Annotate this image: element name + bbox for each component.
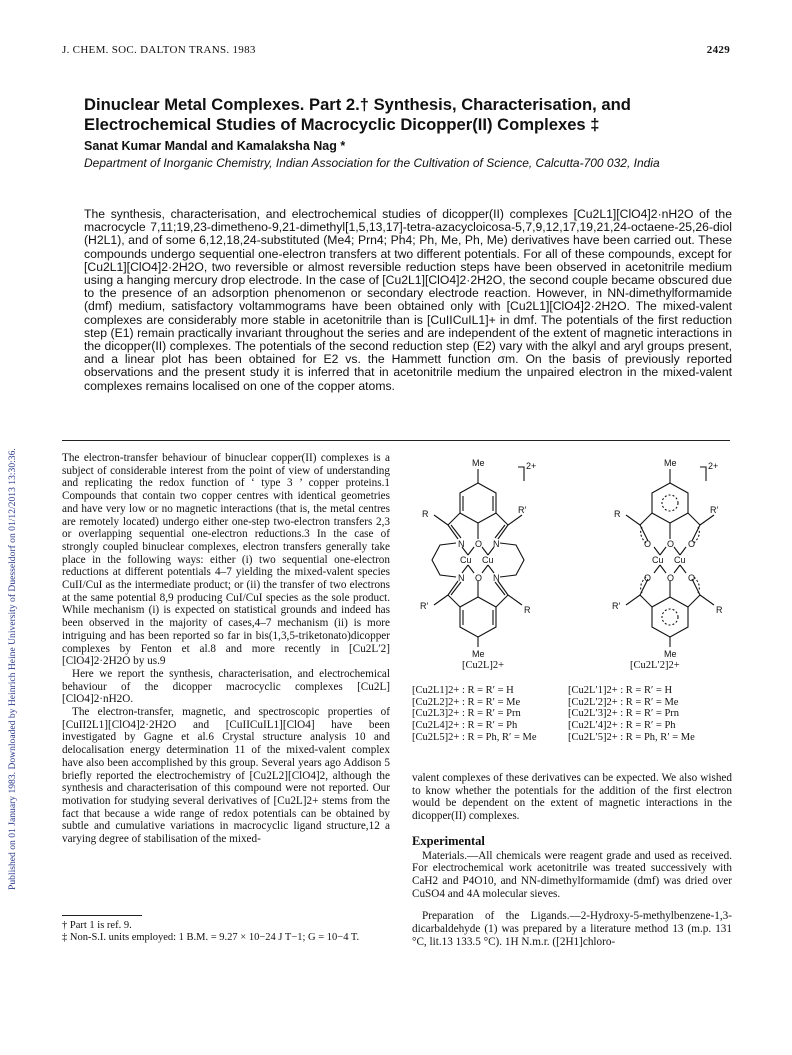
article-title: Dinuclear Metal Complexes. Part 2.† Synthesis, Characterisation, and Electrochemical Studies of Macrocyclic Dicopper(II) Complexes ‡ bbox=[84, 95, 631, 134]
methyl-label: Me bbox=[664, 458, 677, 468]
r-label: R bbox=[524, 605, 531, 615]
authors: Sanat Kumar Mandal and Kamalaksha Nag * bbox=[84, 139, 346, 153]
o-label: O bbox=[475, 573, 483, 583]
n-label: N bbox=[493, 573, 500, 583]
page-number: 2429 bbox=[706, 44, 730, 56]
paragraph: The electron-transfer, magnetic, and spectroscopic properties of [CuII2L1][ClO4]2·2H2O and [CuIICuIL1][ClO4] have been investigated by Gagne et al.6 Crystal structure analysis 10 and delocalisation energy determination 11 of the mixed-valent complex have also been accomplished by this group. Several years ago Addison 5 briefly reported the electrochemistry of [Cu2L2][ClO4]2, although the synthesis and characterisation of this compound were not reported. Our motivation for studying several derivatives of [Cu2L]2+ stems from the fact that because a wide range of redox potentials can be obtained by subtle and cumulative variations in macrocyclic ligand structure,12 a varying degree of stabilisation of the mixed- bbox=[62, 706, 390, 846]
r-prime-label: R′ bbox=[518, 505, 527, 515]
n-label: N bbox=[493, 539, 500, 549]
abstract: The synthesis, characterisation, and electrochemical studies of dicopper(II) complexes [Cu2L1][ClO4]2·nH2O of the macrocycle 7,11;19,23-dimetheno-9,21-dimethyl[1,5,13,17]-tetra-azacycloicosa-5,7,9,12,17,19,21,24-octaene-25,26-diol (H2L1), and of some 6,12,18,24-substituted (Me4; Prn4; Ph4; Ph, Me, Ph, Me) derivatives have been carried out. These compounds undergo sequential one-electron transfers at two different potentials. For all of these compounds, except for [Cu2L1][ClO4]2·2H2O, two reversible or almost reversible reduction steps have been observed in acetonitrile medium using a hanging mercury drop electrode. In the case of [Cu2L1][ClO4]2·2H2O, the second couple became obscured due to the presence of an adsorption phenomenon or secondary electrode reaction. However, in NN-dimethylformamide (dmf) medium, satisfactory voltammograms have been obtained only with [Cu2L1][ClO4]2·2H2O. The mixed-valent complexes are considerably more stable in acetonitrile than is [CuIICuIL1]+ in dmf. The potentials of the first reduction step (E1) remain practically invariant throughout the series and are independent of the extent of magnetic interactions in the dicopper(II) complexes. The potentials of the second reduction step (E2) vary with the alkyl and aryl groups present, and a linear plot has been obtained for E2 vs. the Hammett function σm. On the basis of previously reported observations and the present study it is inferred that in acetonitrile medium the unpaired electron in the mixed-valent complexes remains localised on one of the copper atoms. bbox=[84, 207, 732, 393]
footnotes bbox=[62, 920, 392, 944]
n-label: N bbox=[458, 539, 465, 549]
n-label: N bbox=[458, 573, 465, 583]
o-label: O bbox=[644, 573, 652, 583]
cu-label: Cu bbox=[674, 555, 686, 565]
charge-label: 2+ bbox=[526, 461, 537, 471]
o-label: O bbox=[644, 539, 652, 549]
r-label: R bbox=[422, 509, 429, 519]
affiliation: Department of Inorganic Chemistry, Indian Association for the Cultivation of Science, Calcutta-700 032, India bbox=[84, 156, 660, 170]
r-prime-label: R′ bbox=[612, 601, 621, 611]
r-prime-label: R′ bbox=[420, 601, 429, 611]
r-prime-label: R′ bbox=[710, 505, 719, 515]
body-column-left bbox=[62, 452, 390, 846]
abstract-divider bbox=[62, 440, 730, 441]
download-watermark: Published on 01 January 1983. Downloaded by Heinrich Heine University of Duesseldorf on 01/12/2013 13:30:36. bbox=[7, 448, 18, 890]
methyl-label: Me bbox=[472, 649, 485, 659]
cu-label: Cu bbox=[652, 555, 664, 565]
o-label: O bbox=[688, 573, 696, 583]
cu-label: Cu bbox=[482, 555, 494, 565]
left-structure-label: [Cu2L]2+ bbox=[462, 660, 505, 671]
journal-header: J. CHEM. SOC. DALTON TRANS. 1983 bbox=[62, 44, 256, 56]
section-heading-experimental: Experimental bbox=[412, 833, 485, 848]
o-label: O bbox=[688, 539, 696, 549]
macrocycle-structures-figure bbox=[400, 455, 740, 660]
footnote: ‡ Non-S.I. units employed: 1 B.M. = 9.27 × 10−24 J T−1; G = 10−4 T. bbox=[62, 932, 360, 943]
o-label: O bbox=[667, 539, 675, 549]
paragraph: Here we report the synthesis, characterisation, and electrochemical behaviour of the dicopper macrocyclic complexes [Cu2L][ClO4]2·nH2O. bbox=[62, 667, 390, 706]
paragraph-ligands: Preparation of the Ligands.—2-Hydroxy-5-methylbenzene-1,3-dicarbaldehyde (1) was prepared by a literature method 13 (m.p. 131 °C, lit.13 133.5 °C). 1H N.m.r. ([2H1]chloro- bbox=[412, 910, 732, 948]
cu-label: Cu bbox=[460, 555, 472, 565]
o-label: O bbox=[667, 573, 675, 583]
right-structure-label: [Cu2L′2]2+ bbox=[630, 660, 680, 671]
r-label: R bbox=[614, 509, 621, 519]
r-label: R bbox=[716, 605, 723, 615]
paragraph: valent complexes of these derivatives can be expected. We also wished to know whether the potentials for the addition of the first electron would be dependent on the extent of magnetic interactions in the dicopper(II) complexes. bbox=[412, 772, 732, 823]
o-label: O bbox=[475, 539, 483, 549]
footnote: † Part 1 is ref. 9. bbox=[62, 920, 132, 931]
left-substituent-legend: [Cu2L1]2+ : R = R′ = H [Cu2L2]2+ : R = R′ = Me [Cu2L3]2+ : R = R′ = Prn [Cu2L4]2+ : R = R′ = Ph [Cu2L5]2+ : R = Ph, R′ = Me bbox=[412, 685, 537, 743]
methyl-label: Me bbox=[664, 649, 677, 659]
paragraph: The electron-transfer behaviour of binuclear copper(II) complexes is a subject of considerable interest from the point of view of understanding and replicating the redox function of ‘ type 3 ’ copper proteins.1 Compounds that contain two copper centres with identical geometries and have very low or no magnetic interactions (that is, the metal centres are remotely located) undergo either one-step two-electron transfers 2,3 or overlapping sequential one-electron reductions.3 In the case of strongly coupled binuclear complexes, electron transfers generally take place in the following ways: either (i) two sequential one-electron reductions at different potentials 4–7 yielding the mixed-valent species CuII/CuI as the intermediate product; or (ii) the transfer of two electrons at the same potential 8,9 producing CuI/CuI species as the sole product. While mechanism (i) is expected on statistical grounds and indeed has been observed in the majority of cases,4–7 mechanism (ii) is more intriguing and has been reported so far in bis(1,3,5-triketonato)dicopper complexes by Fenton et al.8 and more recently in [Cu2L′2][ClO4]2·2H2O by us.9 bbox=[62, 452, 390, 668]
charge-label: 2+ bbox=[708, 461, 719, 471]
methyl-label: Me bbox=[472, 458, 485, 468]
footnote-divider bbox=[62, 915, 142, 916]
right-substituent-legend: [Cu2L′1]2+ : R = R′ = H [Cu2L′2]2+ : R = R′ = Me [Cu2L′3]2+ : R = R′ = Prn [Cu2L′4]2+ : R = R′ = Ph [Cu2L′5]2+ : R = Ph, R′ = Me bbox=[568, 685, 695, 743]
body-column-right bbox=[412, 772, 732, 948]
paragraph-materials: Materials.—All chemicals were reagent grade and used as received. For electrochemical work acetonitrile was treated successively with CaH2 and P4O10, and NN-dimethylformamide (dmf) was dried over CuSO4 and 4A molecular sieves. bbox=[412, 849, 732, 900]
